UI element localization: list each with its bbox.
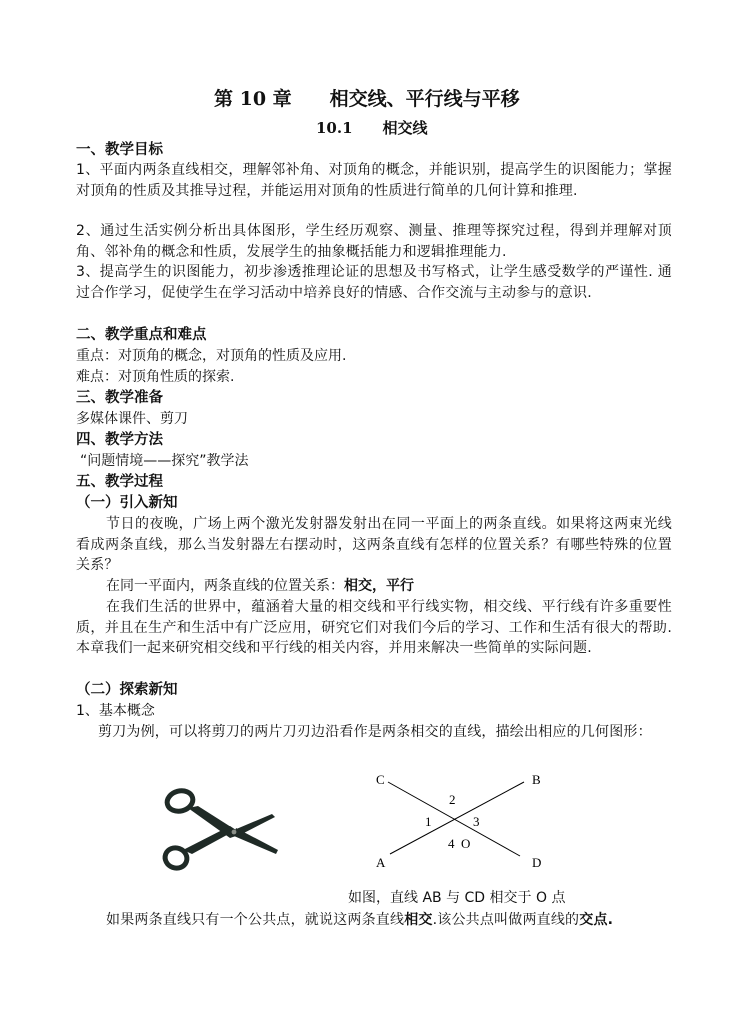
definition-term-intersect: 相交 <box>404 912 433 928</box>
section-number: 10.1 <box>316 119 353 137</box>
heading-key-points: 二、教学重点和难点 <box>76 327 207 343</box>
life-paragraph: 在我们生活的世界中，蕴涵着大量的相交线和平行线实物，相交线、平行线有许多重要性质，并且在生产和生活中有广泛应用，研究它们对我们今后的学习、工作和生活有很大的帮助. 本章我们一起来研究相交线和平行线的相关内容，并用来解决一些简单的实际问题. <box>76 599 672 656</box>
scissors-illustration <box>150 778 290 878</box>
section-title <box>316 117 428 139</box>
chapter-number: 第 10 章 <box>214 88 292 110</box>
angle-1-label: 1 <box>425 814 432 829</box>
angle-2-label: 2 <box>449 792 456 807</box>
position-relation <box>106 576 414 596</box>
heading-teaching-goals: 一、教学目标 <box>76 142 163 158</box>
point-c-label: C <box>376 772 385 787</box>
position-relation-text: 在同一平面内，两条直线的位置关系： <box>106 578 344 594</box>
definition-paragraph <box>76 910 672 931</box>
point-d-label: D <box>532 855 542 870</box>
preparation-text: 多媒体课件、剪刀 <box>76 411 188 427</box>
goal-2: 2、通过生活实例分析出具体图形，学生经历观察、测量、推理等探究过程，得到并理解对顶角、邻补角的概念和性质，发展学生的抽象概括能力和逻辑推理能力. <box>76 223 672 260</box>
section-name: 相交线 <box>382 119 428 137</box>
point-a-label: A <box>376 855 386 870</box>
key-point: 重点：对顶角的概念，对顶角的性质及应用. <box>76 348 347 364</box>
line-ab <box>390 782 524 854</box>
goal-1: 1、平面内两条直线相交，理解邻补角、对顶角的概念，并能识别，提高学生的识图能力；掌握对顶角的性质及其推导过程，并能运用对顶角的性质进行简单的几何计算和推理. <box>76 162 672 199</box>
definition-term-intersection-point: 交点 <box>579 912 608 928</box>
point-b-label: B <box>532 772 541 787</box>
heading-process: 五、教学过程 <box>76 474 163 490</box>
heading-method: 四、教学方法 <box>76 432 163 448</box>
goal-3: 3、提高学生的识图能力，初步渗透推理论证的思想及书写格式，让学生感受数学的严谨性. 通过合作学习，促使学生在学习活动中培养良好的情感、合作交流与主动参与的意识. <box>76 264 672 301</box>
position-relation-answer: 相交，平行 <box>344 578 414 594</box>
intro-paragraph: 节日的夜晚，广场上两个激光发射器发射出在同一平面上的两条直线。如果将这两束光线看成两条直线，那么当发射器左右摆动时，这两条直线有怎样的位置关系？有哪些特殊的位置关系？ <box>76 516 672 573</box>
definition-end: . <box>607 912 614 928</box>
subheading-explore: （二）探索新知 <box>76 682 178 698</box>
point-o-label: O <box>461 836 471 851</box>
difficult-point: 难点：对顶角性质的探索. <box>76 369 235 385</box>
angle-3-label: 3 <box>473 814 480 829</box>
scissors-paragraph: 剪刀为例，可以将剪刀的两片刀刃边沿看作是两条相交的直线，描绘出相应的几何图形： <box>98 724 652 740</box>
angle-4-label: 4 <box>448 836 455 851</box>
definition-text-1: 如果两条直线只有一个公共点，就说这两条直线 <box>106 912 405 928</box>
chapter-title <box>214 86 520 112</box>
subheading-introduce: （一）引入新知 <box>76 495 178 511</box>
figure-caption: 如图，直线 AB 与 CD 相交于 O 点 <box>348 890 566 906</box>
definition-text-2: .该公共点叫做两直线的 <box>432 912 580 928</box>
heading-preparation: 三、教学准备 <box>76 390 163 406</box>
basic-concept-heading: 1、基本概念 <box>76 703 155 719</box>
intersecting-lines-figure <box>370 768 550 876</box>
chapter-name: 相交线、平行线与平移 <box>329 88 520 110</box>
method-text: “问题情境——探究”教学法 <box>80 453 249 469</box>
